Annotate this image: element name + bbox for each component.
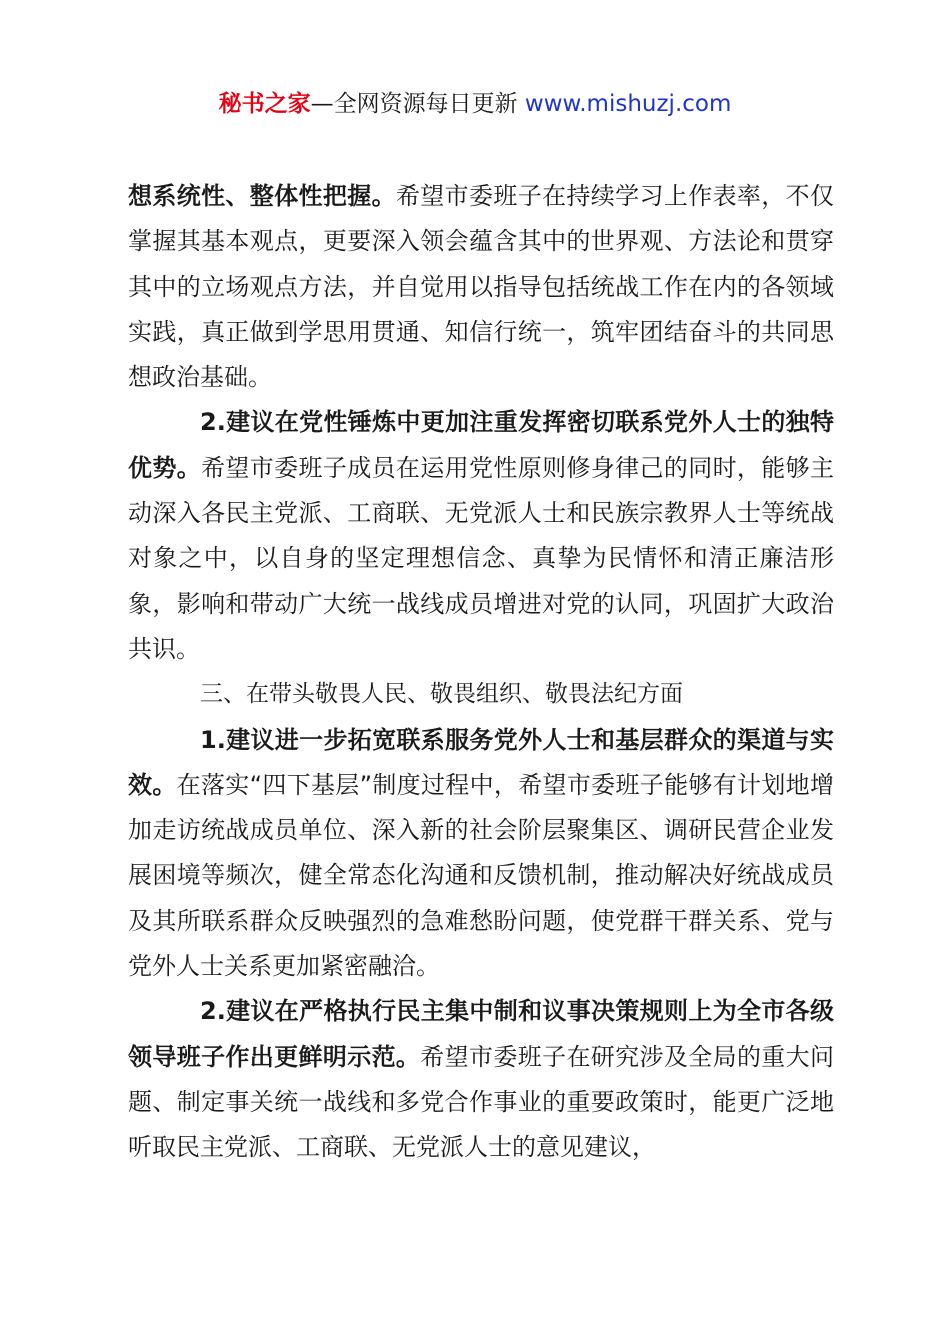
paragraph-4-text: 希望市委班子在研究涉及全局的重大问题、制定事关统一战线和多党合作事业的重要政策时，能更广泛地听取民主党派、工商联、无党派人士的意见建议， xyxy=(128,1042,835,1162)
site-tagline: —全网资源每日更新 xyxy=(310,91,525,117)
paragraph-4 xyxy=(128,989,834,1170)
section-heading: 三、在带头敬畏人民、敬畏组织、敬畏法纪方面 xyxy=(200,681,683,708)
site-header xyxy=(0,88,950,120)
document-body xyxy=(128,174,834,1171)
paragraph-3-text: 在落实“四下基层”制度过程中，希望市委班子能够有计划地增加走访统战成员单位、深入新的社会阶层聚集区、调研民营企业发展困境等频次，健全常态化沟通和反馈机制，推动解决好统战成员及其所联系群众反映强烈的急难愁盼问题，使党群干群关系、党与党外人士关系更加紧密融洽。 xyxy=(128,770,835,981)
paragraph-1-lead: 想系统性、整体性把握。 xyxy=(128,182,396,210)
paragraph-1-text: 希望市委班子在持续学习上作表率，不仅掌握其基本观点，更要深入领会蕴含其中的世界观、方法论和贯穿其中的立场观点方法，并自觉用以指导包括统战工作在内的各领域实践，真正做到学思用贯通、知信行统一，筑牢团结奋斗的共同思想政治基础。 xyxy=(128,182,835,392)
paragraph-2-text: 希望市委班子成员在运用党性原则修身律己的同时，能够主动深入各民主党派、工商联、无党派人士和民族宗教界人士等统战对象之中，以自身的坚定理想信念、真挚为民情怀和清正廉洁形象，影响和带动广大统一战线成员增进对党的认同，巩固扩大政治共识。 xyxy=(128,453,835,663)
paragraph-4-lead: 2.建议在严格执行民主集中制和议事决策规则上为全市各级领导班子作出更鲜明示范。 xyxy=(128,997,834,1071)
paragraph-1 xyxy=(128,174,834,400)
paragraph-2-lead: 2.建议在党性锤炼中更加注重发挥密切联系党外人士的独特优势。 xyxy=(128,408,834,482)
site-url[interactable]: www.mishuzj.com xyxy=(524,91,732,117)
paragraph-2 xyxy=(128,400,834,672)
paragraph-3 xyxy=(128,718,834,990)
brand-name: 秘书之家 xyxy=(218,91,311,117)
paragraph-3-lead: 1.建议进一步拓宽联系服务党外人士和基层群众的渠道与实效。 xyxy=(128,725,834,799)
